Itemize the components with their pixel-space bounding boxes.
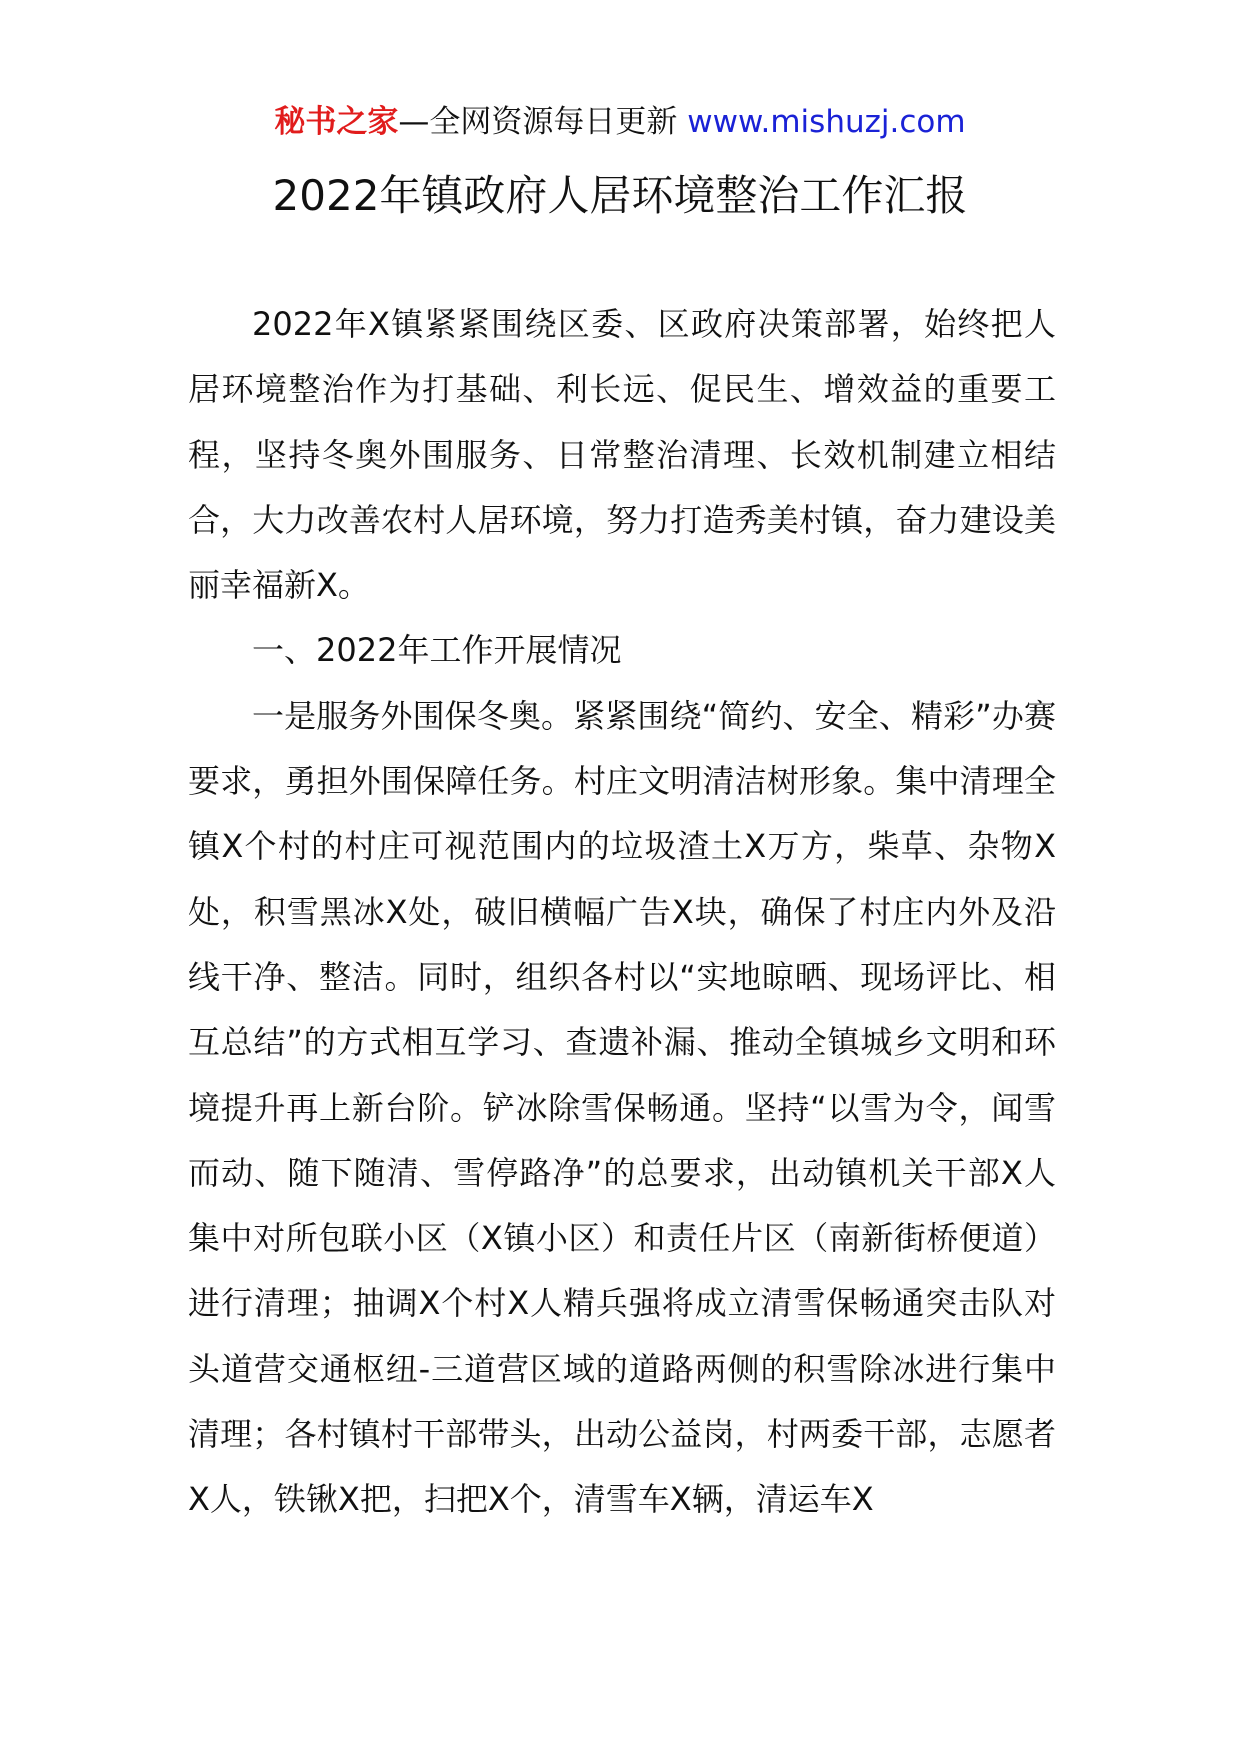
paragraph-winter-olympics-service: 一是服务外围保冬奥。紧紧围绕“简约、安全、精彩”办赛要求，勇担外围保障任务。村庄文明清洁树形象。集中清理全镇X个村的村庄可视范围内的垃圾渣土X万方，柴草、杂物X处，积雪黑冰X处，破旧横幅广告X块，确保了村庄内外及沿线干净、整洁。同时，组织各村以“实地晾晒、现场评比、相互总结”的方式相互学习、查遗补漏、推动全镇城乡文明和环境提升再上新台阶。铲冰除雪保畅通。坚持“以雪为令，闻雪而动、随下随清、雪停路净”的总要求，出动镇机关干部X人集中对所包联小区（X镇小区）和责任片区（南新街桥便道）进行清理；抽调X个村X人精兵强将成立清雪保畅通突击队对头道营交通枢纽-三道营区域的道路两侧的积雪除冰进行集中清理；各村镇村干部带头，出动公益岗，村两委干部，志愿者X人，铁锹X把，扫把X个，清雪车X辆，清运车X	[188, 696, 1056, 1519]
watermark-brand: 秘书之家	[274, 104, 399, 140]
document-body	[188, 292, 1056, 1533]
section-heading: 一、2022年工作开展情况	[252, 631, 622, 670]
paragraph-intro: 2022年X镇紧紧围绕区委、区政府决策部署，始终把人居环境整治作为打基础、利长远、促民生、增效益的重要工程，坚持冬奥外围服务、日常整治清理、长效机制建立相结合，大力改善农村人居环境，努力打造秀美村镇，奋力建设美丽幸福新X。	[188, 305, 1056, 605]
document-title: 2022年镇政府人居环境整治工作汇报	[272, 171, 968, 220]
watermark-header	[0, 102, 1240, 142]
watermark-slogan: —全网资源每日更新	[398, 104, 688, 140]
watermark-url: www.mishuzj.com	[687, 104, 966, 140]
